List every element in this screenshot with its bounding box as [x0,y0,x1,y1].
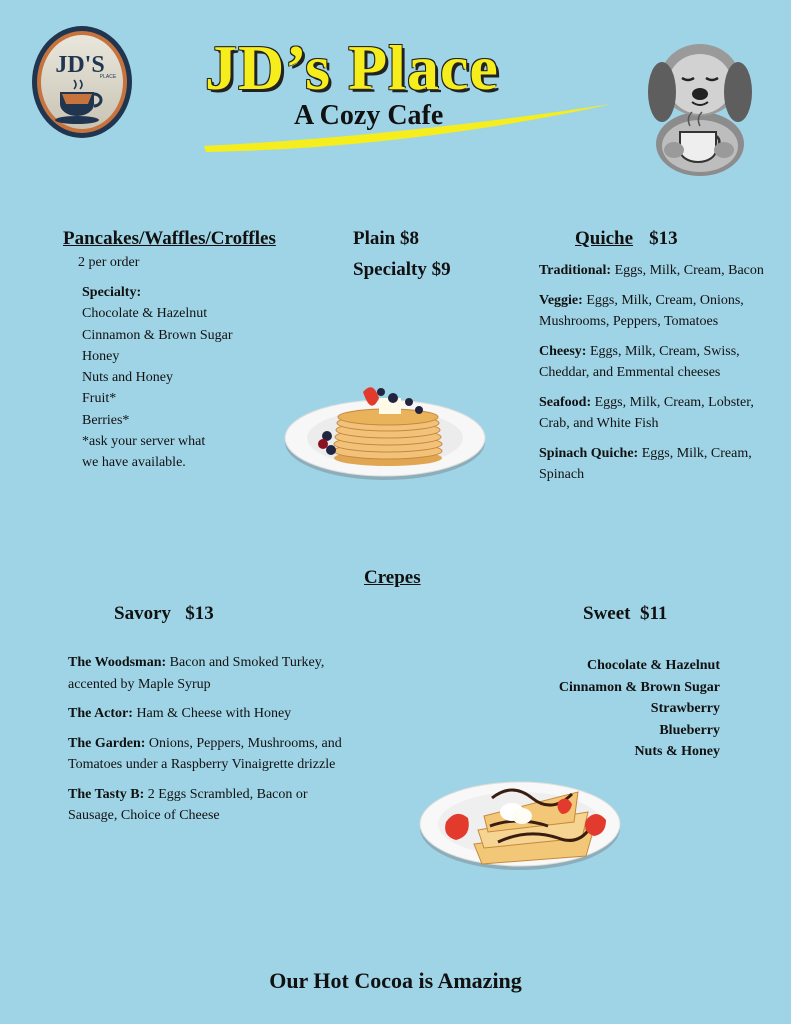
quiche-item-name: Cheesy: [539,343,587,359]
savory-item-name: The Garden: [68,735,146,751]
specialty-note: *ask your server what [82,434,206,450]
cafe-logo [30,24,134,140]
plain-price: Plain $8 [353,228,419,249]
quiche-price: $13 [649,228,678,249]
specialty-item: Fruit* [82,391,117,407]
pancake-stack-image [283,380,488,485]
quiche-item-name: Veggie: [539,292,583,308]
quiche-list [539,260,771,494]
savory-item-desc: Bacon and Smoked Turkey, accented by Maple Syrup [68,655,325,692]
crepes-heading: Crepes [364,567,421,588]
page-subtitle: A Cozy Cafe [294,100,444,131]
quiche-item-desc: Eggs, Milk, Cream, Spinach [539,445,752,482]
quiche-item [539,341,771,384]
pancakes-specialty-list [82,282,233,474]
quiche-item-desc: Eggs, Milk, Cream, Onions, Mushrooms, Peppers, Tomatoes [539,292,744,329]
specialty-item: Nuts and Honey [82,370,173,386]
pancakes-per-order: 2 per order [78,255,140,270]
quiche-item-desc: Eggs, Milk, Cream, Lobster, Crab, and White Fish [539,394,754,431]
svg-text:PLACE: PLACE [99,74,117,80]
sweet-item: Blueberry [659,722,720,738]
sweet-heading: Sweet $11 [583,603,668,624]
quiche-item-name: Spinach Quiche: [539,445,639,461]
crepes-plate-image [418,772,622,872]
footer-tagline: Our Hot Cocoa is Amazing [269,968,522,993]
specialty-item: Chocolate & Hazelnut [82,306,208,322]
specialty-item: Berries* [82,412,130,428]
savory-item [68,703,358,725]
savory-crepe-list [68,652,358,835]
specialty-price: Specialty $9 [353,259,451,280]
dog-with-coffee-illustration [640,28,760,178]
quiche-item-name: Traditional: [539,263,612,278]
savory-item-desc: Onions, Peppers, Mushrooms, and Tomatoes under a Raspberry Vinaigrette drizzle [68,735,342,772]
sweet-item: Nuts & Honey [634,744,720,759]
savory-item-desc: Ham & Cheese with Honey [132,706,292,721]
page-title: JD’s Place [205,32,499,103]
specialty-item: Cinnamon & Brown Sugar [82,327,233,343]
sweet-crepe-list [520,655,720,763]
sweet-item: Cinnamon & Brown Sugar [558,679,720,695]
quiche-item [539,290,771,333]
quiche-item-desc: Eggs, Milk, Cream, Bacon [611,263,764,278]
specialty-label: Specialty: [82,285,142,300]
sweet-item: Chocolate & Hazelnut [587,658,720,673]
quiche-item-desc: Eggs, Milk, Cream, Swiss, Cheddar, and Emmental cheeses [539,343,740,380]
savory-item [68,784,358,827]
savory-item-name: The Actor: [68,706,133,721]
specialty-item: Honey [82,348,120,364]
savory-heading: Savory $13 [114,603,214,624]
quiche-heading: Quiche [575,228,634,249]
sweet-item: Strawberry [650,701,720,716]
quiche-item [539,392,771,435]
savory-item-name: The Tasty B: [68,786,145,802]
quiche-item-name: Seafood: [539,394,592,410]
quiche-item [539,443,771,486]
savory-item-name: The Woodsman: [68,655,167,670]
savory-item [68,733,358,776]
quiche-heading-group [575,228,678,250]
savory-item [68,652,358,695]
pancakes-heading: Pancakes/Waffles/Croffles [63,228,276,249]
svg-text:JD'S: JD'S [55,52,105,78]
quiche-item [539,260,771,282]
savory-item-desc: 2 Eggs Scrambled, Bacon or Sausage, Choice of Cheese [68,786,308,823]
specialty-note: we have available. [82,455,186,471]
